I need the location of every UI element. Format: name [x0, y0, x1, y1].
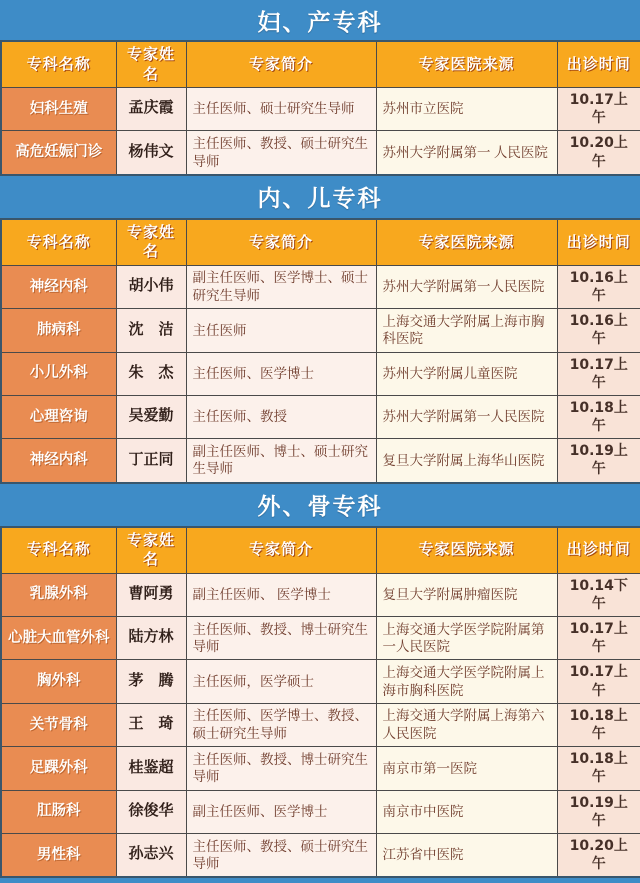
hospital-cell: 上海交通大学附属上海市胸科医院	[376, 309, 557, 352]
column-header: 专家姓名	[116, 527, 186, 574]
expert-intro-cell: 主任医师、教授、博士研究生导师	[186, 617, 376, 660]
table-row	[1, 395, 640, 438]
expert-intro-cell: 主任医师、教授	[186, 395, 376, 438]
visit-time-cell: 10.19上午	[557, 439, 640, 483]
hospital-cell: 上海交通大学附属上海第六人民医院	[376, 703, 557, 746]
hospital-cell: 苏州大学附属儿童医院	[376, 352, 557, 395]
table-row	[1, 131, 640, 175]
column-header: 专科名称	[1, 219, 116, 266]
specialty-cell: 神经内科	[1, 439, 116, 483]
expert-intro-cell: 主任医师、教授、硕士研究生导师	[186, 131, 376, 175]
section-title: 外、骨专科	[0, 484, 640, 526]
specialty-cell: 妇科生殖	[1, 88, 116, 131]
hospital-cell: 复旦大学附属肿瘤医院	[376, 573, 557, 616]
column-header: 出诊时间	[557, 219, 640, 266]
schedule-table	[0, 40, 640, 176]
hospital-cell: 苏州大学附属第一人民医院	[376, 395, 557, 438]
specialty-cell: 肺病科	[1, 309, 116, 352]
table-row	[1, 352, 640, 395]
visit-time-cell: 10.18上午	[557, 703, 640, 746]
visit-time-cell: 10.17上午	[557, 660, 640, 703]
hospital-cell: 苏州大学附属第一 人民医院	[376, 131, 557, 175]
column-header: 专家简介	[186, 219, 376, 266]
visit-time-cell: 10.16上午	[557, 309, 640, 352]
specialty-cell: 肛肠科	[1, 790, 116, 833]
hospital-cell: 苏州市立医院	[376, 88, 557, 131]
schedule-table	[0, 218, 640, 484]
table-row	[1, 88, 640, 131]
column-header: 专科名称	[1, 41, 116, 88]
expert-intro-cell: 主任医师、医学博士、教授、硕士研究生导师	[186, 703, 376, 746]
table-row	[1, 309, 640, 352]
expert-name-cell: 王 琦	[116, 703, 186, 746]
column-header: 专家医院来源	[376, 527, 557, 574]
expert-name-cell: 徐俊华	[116, 790, 186, 833]
specialty-section	[0, 0, 640, 176]
column-header: 专家简介	[186, 527, 376, 574]
expert-name-cell: 吴爱勤	[116, 395, 186, 438]
hospital-cell: 上海交通大学医学院附属上海市胸科医院	[376, 660, 557, 703]
expert-name-cell: 桂鉴超	[116, 747, 186, 790]
visit-time-cell: 10.17上午	[557, 352, 640, 395]
visit-time-cell: 10.20上午	[557, 131, 640, 175]
table-header-row	[1, 219, 640, 266]
specialty-cell: 胸外科	[1, 660, 116, 703]
specialty-cell: 男性科	[1, 833, 116, 877]
table-row	[1, 660, 640, 703]
expert-name-cell: 朱 杰	[116, 352, 186, 395]
visit-time-cell: 10.14下午	[557, 573, 640, 616]
visit-time-cell: 10.18上午	[557, 395, 640, 438]
hospital-cell: 南京市第一医院	[376, 747, 557, 790]
column-header: 专家简介	[186, 41, 376, 88]
expert-name-cell: 陆方林	[116, 617, 186, 660]
table-row	[1, 265, 640, 308]
column-header: 专家医院来源	[376, 41, 557, 88]
visit-time-cell: 10.17上午	[557, 617, 640, 660]
specialty-cell: 高危妊娠门诊	[1, 131, 116, 175]
specialty-cell: 足踝外科	[1, 747, 116, 790]
table-row	[1, 703, 640, 746]
section-title: 妇、产专科	[0, 0, 640, 40]
expert-name-cell: 丁正同	[116, 439, 186, 483]
section-title: 内、儿专科	[0, 176, 640, 218]
hospital-cell: 江苏省中医院	[376, 833, 557, 877]
visit-time-cell: 10.17上午	[557, 88, 640, 131]
table-row	[1, 833, 640, 877]
expert-name-cell: 曹阿勇	[116, 573, 186, 616]
table-row	[1, 617, 640, 660]
table-header-row	[1, 527, 640, 574]
expert-intro-cell: 主任医师、教授、硕士研究生导师	[186, 833, 376, 877]
expert-name-cell: 孙志兴	[116, 833, 186, 877]
expert-intro-cell: 主任医师，医学硕士	[186, 660, 376, 703]
table-row	[1, 573, 640, 616]
hospital-cell: 苏州大学附属第一人民医院	[376, 265, 557, 308]
specialty-cell: 小儿外科	[1, 352, 116, 395]
column-header: 出诊时间	[557, 527, 640, 574]
specialty-section	[0, 176, 640, 484]
expert-intro-cell: 副主任医师、 医学博士	[186, 573, 376, 616]
table-row	[1, 790, 640, 833]
specialty-section	[0, 484, 640, 879]
expert-intro-cell: 主任医师、教授、博士研究生导师	[186, 747, 376, 790]
hospital-cell: 南京市中医院	[376, 790, 557, 833]
expert-intro-cell: 主任医师、硕士研究生导师	[186, 88, 376, 131]
column-header: 专家医院来源	[376, 219, 557, 266]
column-header: 专科名称	[1, 527, 116, 574]
expert-name-cell: 茅 腾	[116, 660, 186, 703]
specialty-cell: 乳腺外科	[1, 573, 116, 616]
visit-time-cell: 10.20上午	[557, 833, 640, 877]
hospital-cell: 上海交通大学医学院附属第一人民医院	[376, 617, 557, 660]
specialty-cell: 神经内科	[1, 265, 116, 308]
table-header-row	[1, 41, 640, 88]
specialty-cell: 心脏大血管外科	[1, 617, 116, 660]
column-header: 出诊时间	[557, 41, 640, 88]
specialty-cell: 心理咨询	[1, 395, 116, 438]
visit-time-cell: 10.19上午	[557, 790, 640, 833]
column-header: 专家姓名	[116, 41, 186, 88]
table-row	[1, 747, 640, 790]
table-row	[1, 439, 640, 483]
expert-intro-cell: 主任医师、医学博士	[186, 352, 376, 395]
expert-intro-cell: 副主任医师、博士、硕士研究生导师	[186, 439, 376, 483]
expert-intro-cell: 副主任医师、医学博士、硕士研究生导师	[186, 265, 376, 308]
schedule-table	[0, 526, 640, 879]
expert-name-cell: 孟庆霞	[116, 88, 186, 131]
hospital-cell: 复旦大学附属上海华山医院	[376, 439, 557, 483]
expert-intro-cell: 主任医师	[186, 309, 376, 352]
expert-name-cell: 沈 洁	[116, 309, 186, 352]
expert-name-cell: 杨伟文	[116, 131, 186, 175]
column-header: 专家姓名	[116, 219, 186, 266]
expert-name-cell: 胡小伟	[116, 265, 186, 308]
specialty-cell: 关节骨科	[1, 703, 116, 746]
visit-time-cell: 10.18上午	[557, 747, 640, 790]
visit-time-cell: 10.16上午	[557, 265, 640, 308]
expert-intro-cell: 副主任医师、医学博士	[186, 790, 376, 833]
